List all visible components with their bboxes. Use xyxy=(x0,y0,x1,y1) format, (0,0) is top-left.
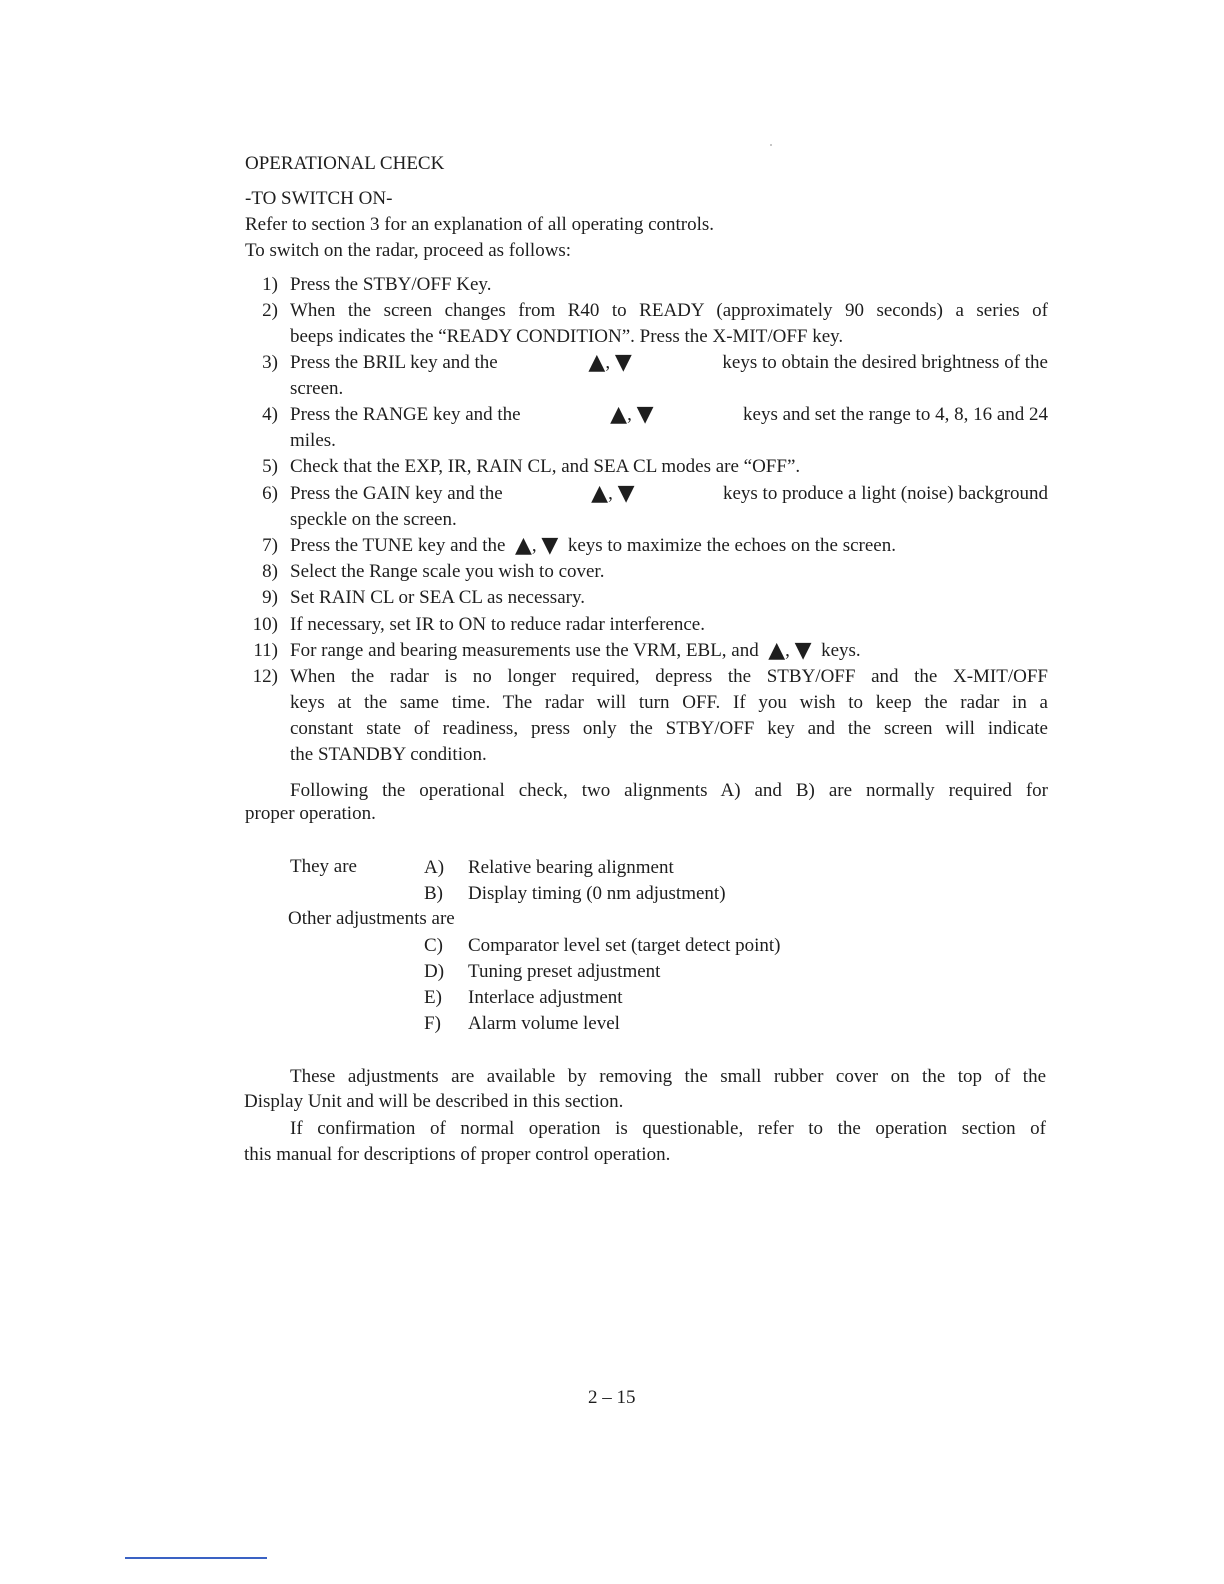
list-letter: C) xyxy=(424,935,443,956)
step-number: 3) xyxy=(262,352,278,373)
step-text: When the screen changes from R40 to READY (approximately 90 seconds) a series of xyxy=(290,300,1048,321)
arrow-keys: ▲, ▼ xyxy=(768,638,812,663)
step-text xyxy=(290,350,1048,376)
step-text xyxy=(290,533,896,559)
step-text: keys at the same time. The radar will turn OFF. If you wish to keep the radar in a xyxy=(290,692,1048,713)
list-letter: B) xyxy=(424,883,443,904)
step-text-end: keys to maximize the echoes on the screen. xyxy=(567,535,896,556)
step-number: 4) xyxy=(262,404,278,425)
section-heading: OPERATIONAL CHECK xyxy=(245,153,445,174)
step-text-start: Press the TUNE key and the xyxy=(290,535,506,556)
list-item: Relative bearing alignment xyxy=(468,857,674,878)
down-triangle-icon: ▼ xyxy=(617,481,635,506)
intro-line: Refer to section 3 for an explanation of all operating controls. xyxy=(245,214,715,235)
paragraph-line: If confirmation of normal operation is questionable, refer to the operation section of xyxy=(290,1118,1046,1139)
step-text: If necessary, set IR to ON to reduce radar interference. xyxy=(290,614,705,635)
list-letter: E) xyxy=(424,987,442,1008)
up-triangle-icon: ▲ xyxy=(514,533,532,558)
step-text: beeps indicates the “READY CONDITION”. Press the X-MIT/OFF key. xyxy=(290,326,844,347)
arrow-keys: ▲, ▼ xyxy=(591,481,635,506)
paragraph-line: Following the operational check, two alignments A) and B) are normally required for xyxy=(290,780,1048,801)
paragraph-line: proper operation. xyxy=(245,803,376,824)
step-text: Check that the EXP, IR, RAIN CL, and SEA CL modes are “OFF”. xyxy=(290,456,801,477)
step-text: the STANDBY condition. xyxy=(290,744,487,765)
step-number: 7) xyxy=(262,535,278,556)
list-item: Comparator level set (target detect point) xyxy=(468,935,781,956)
step-number: 12) xyxy=(252,666,278,687)
up-triangle-icon: ▲ xyxy=(588,350,606,375)
step-text: Press the STBY/OFF Key. xyxy=(290,274,492,295)
step-text xyxy=(290,638,861,664)
page-number: 2 – 15 xyxy=(588,1387,636,1408)
arrow-keys: ▲, ▼ xyxy=(514,533,559,558)
step-text-start: Press the BRIL key and the xyxy=(290,352,498,373)
step-text-end: keys to produce a light (noise) background xyxy=(722,483,1048,504)
step-number: 10) xyxy=(252,614,278,635)
step-text: screen. xyxy=(290,378,344,399)
step-text-end: keys. xyxy=(821,640,861,661)
step-number: 5) xyxy=(262,456,278,477)
step-text-start: Press the GAIN key and the xyxy=(290,483,503,504)
step-number: 2) xyxy=(262,300,278,321)
step-text: When the radar is no longer required, depress the STBY/OFF and the X-MIT/OFF xyxy=(290,666,1048,687)
paragraph-line: These adjustments are available by removing the small rubber cover on the top of the xyxy=(290,1066,1046,1087)
arrow-keys: ▲, ▼ xyxy=(610,402,654,427)
list-letter: F) xyxy=(424,1013,441,1034)
list-item: Display timing (0 nm adjustment) xyxy=(468,883,726,904)
up-triangle-icon: ▲ xyxy=(591,481,609,506)
step-text-start: Press the RANGE key and the xyxy=(290,404,521,425)
step-text-start: For range and bearing measurements use the VRM, EBL, and xyxy=(290,640,759,661)
step-text-end: keys and set the range to 4, 8, 16 and 24 xyxy=(743,404,1048,425)
list-letter: A) xyxy=(424,857,445,878)
list-item: Alarm volume level xyxy=(468,1013,620,1034)
step-text: Set RAIN CL or SEA CL as necessary. xyxy=(290,587,585,608)
step-number: 11) xyxy=(253,640,278,661)
step-number: 6) xyxy=(262,483,278,504)
step-text: miles. xyxy=(290,430,336,451)
arrow-keys: ▲, ▼ xyxy=(588,350,632,375)
list-item: Tuning preset adjustment xyxy=(468,961,661,982)
down-triangle-icon: ▼ xyxy=(636,402,654,427)
other-adjustments-label: Other adjustments are xyxy=(288,908,455,929)
subsection-heading: -TO SWITCH ON- xyxy=(245,188,393,209)
step-text: speckle on the screen. xyxy=(290,509,457,530)
step-text: constant state of readiness, press only the STBY/OFF key and the screen will indicate xyxy=(290,718,1048,739)
scan-speck xyxy=(770,144,772,146)
intro-line: To switch on the radar, proceed as follows: xyxy=(245,240,572,261)
paragraph-line: Display Unit and will be described in this section. xyxy=(244,1091,624,1112)
step-text: Select the Range scale you wish to cover. xyxy=(290,561,605,582)
down-triangle-icon: ▼ xyxy=(614,350,632,375)
bottom-rule xyxy=(125,1557,267,1559)
step-text xyxy=(290,402,1048,428)
up-triangle-icon: ▲ xyxy=(610,402,628,427)
paragraph-line: this manual for descriptions of proper control operation. xyxy=(244,1144,671,1165)
down-triangle-icon: ▼ xyxy=(794,638,812,663)
step-number: 8) xyxy=(262,561,278,582)
alignments-label: They are xyxy=(290,856,357,877)
step-number: 9) xyxy=(262,587,278,608)
step-number: 1) xyxy=(262,274,278,295)
step-text-end: keys to obtain the desired brightness of the xyxy=(722,352,1048,373)
up-triangle-icon: ▲ xyxy=(768,638,786,663)
list-item: Interlace adjustment xyxy=(468,987,623,1008)
list-letter: D) xyxy=(424,961,445,982)
step-text xyxy=(290,481,1048,507)
down-triangle-icon: ▼ xyxy=(541,533,559,558)
